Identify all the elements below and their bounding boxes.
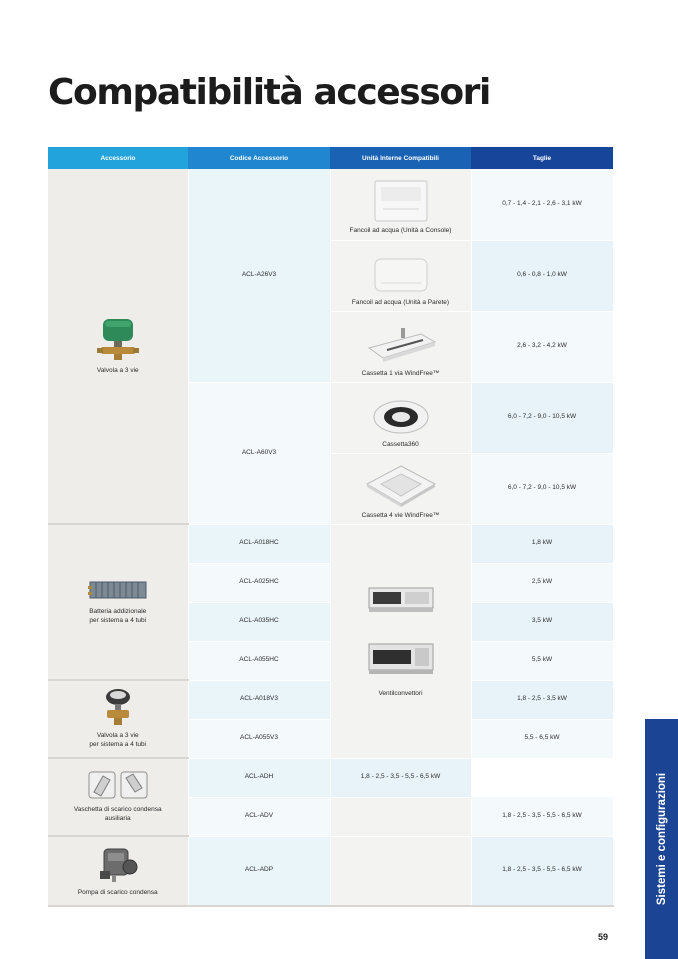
size-cell: 2,6 - 3,2 - 4,2 kW bbox=[471, 311, 613, 382]
size-cell: 1,8 - 2,5 - 3,5 - 5,5 - 6,5 kW bbox=[471, 836, 613, 906]
code-cell: ACL-A018HC bbox=[188, 524, 330, 563]
size-cell: 2,5 kW bbox=[471, 563, 613, 602]
code-cell: ACL-A055V3 bbox=[188, 719, 330, 758]
unit-cell bbox=[330, 240, 471, 311]
accessory-label: Valvola a 3 vie bbox=[96, 366, 139, 374]
code-cell: ACL-A26V3 bbox=[188, 169, 330, 382]
header-units: Unità Interne Compatibili bbox=[330, 147, 471, 169]
unit-cell-ventil bbox=[330, 524, 471, 758]
size-cell: 1,8 - 2,5 - 3,5 - 5,5 - 6,5 kW bbox=[330, 758, 471, 797]
drain-tray-icon bbox=[87, 770, 149, 800]
accessory-label: Batteria addizionale per sistema a 4 tubi bbox=[89, 608, 147, 624]
section-side-tab bbox=[645, 719, 678, 959]
table-row bbox=[48, 169, 613, 240]
table-row bbox=[48, 758, 613, 797]
table-row bbox=[48, 836, 613, 906]
code-cell: ACL-A025HC bbox=[188, 563, 330, 602]
size-cell: 5,5 - 6,5 kW bbox=[471, 719, 613, 758]
drain-pump-icon bbox=[96, 845, 140, 883]
wall-fancoil-icon bbox=[373, 255, 429, 295]
unit-cell bbox=[330, 169, 471, 240]
size-cell: 5,5 kW bbox=[471, 641, 613, 680]
size-cell: 6,0 - 7,2 - 9,0 - 10,5 kW bbox=[471, 382, 613, 453]
one-way-cassette-icon bbox=[365, 326, 437, 366]
four-way-cassette-icon bbox=[365, 464, 437, 508]
console-fancoil-icon bbox=[373, 179, 429, 223]
size-cell: 1,8 - 2,5 - 3,5 - 5,5 - 6,5 kW bbox=[471, 797, 613, 836]
cassette-360-icon bbox=[371, 397, 431, 437]
unit-label: Ventilconvettori bbox=[378, 689, 423, 697]
three-way-valve-icon bbox=[95, 317, 141, 361]
header-code: Codice Accessorio bbox=[188, 147, 330, 169]
ducted-fancoil-2-icon bbox=[365, 638, 437, 678]
coil-battery-icon bbox=[88, 578, 148, 602]
accessory-cell-drain-tray bbox=[48, 758, 188, 836]
accessory-cell-valve3-4pipe bbox=[48, 680, 188, 758]
code-cell: ACL-A055HC bbox=[188, 641, 330, 680]
unit-cell bbox=[330, 382, 471, 453]
unit-label: Cassetta360 bbox=[382, 440, 419, 448]
size-cell: 6,0 - 7,2 - 9,0 - 10,5 kW bbox=[471, 453, 613, 524]
unit-label: Cassetta 4 vie WindFree™ bbox=[361, 511, 440, 519]
code-cell: ACL-ADH bbox=[188, 758, 330, 797]
unit-cell-empty bbox=[330, 836, 471, 906]
code-cell: ACL-A60V3 bbox=[188, 382, 330, 524]
compatibility-table bbox=[48, 147, 614, 907]
code-cell: ACL-A018V3 bbox=[188, 680, 330, 719]
accessory-cell-valve3 bbox=[48, 169, 188, 524]
unit-label: Fancoil ad acqua (Unità a Parete) bbox=[351, 298, 450, 306]
unit-cell bbox=[330, 311, 471, 382]
page-number: 59 bbox=[598, 932, 609, 942]
unit-label: Cassetta 1 via WindFree™ bbox=[361, 369, 440, 377]
header-accessory: Accessorio bbox=[48, 147, 188, 169]
accessory-cell-battery bbox=[48, 524, 188, 680]
size-cell: 1,8 - 2,5 - 3,5 kW bbox=[471, 680, 613, 719]
size-cell: 0,6 - 0,8 - 1,0 kW bbox=[471, 240, 613, 311]
size-cell: 0,7 - 1,4 - 2,1 - 2,6 - 3,1 kW bbox=[471, 169, 613, 240]
code-cell: ACL-ADV bbox=[188, 797, 330, 836]
page-title: Compatibilità accessori bbox=[48, 72, 490, 113]
size-cell: 1,8 kW bbox=[471, 524, 613, 563]
accessory-label: Vaschetta di scarico condensa ausiliaria bbox=[73, 806, 162, 822]
ducted-fancoil-icon bbox=[365, 584, 437, 618]
table-row bbox=[48, 524, 613, 563]
section-side-tab-label: Sistemi e configurazioni bbox=[655, 772, 668, 906]
size-cell: 3,5 kW bbox=[471, 602, 613, 641]
unit-cell-empty bbox=[330, 797, 471, 836]
code-cell: ACL-ADP bbox=[188, 836, 330, 906]
table-header-row bbox=[48, 147, 613, 169]
three-way-valve-4pipe-icon bbox=[103, 688, 133, 726]
code-cell: ACL-A035HC bbox=[188, 602, 330, 641]
unit-cell bbox=[330, 453, 471, 524]
unit-label: Fancoil ad acqua (Unità a Console) bbox=[349, 227, 452, 235]
header-sizes: Taglie bbox=[471, 147, 613, 169]
accessory-label: Valvola a 3 vie per sistema a 4 tubi bbox=[89, 732, 147, 748]
accessory-cell-drain-pump bbox=[48, 836, 188, 906]
accessory-label: Pompa di scarico condensa bbox=[77, 888, 158, 896]
